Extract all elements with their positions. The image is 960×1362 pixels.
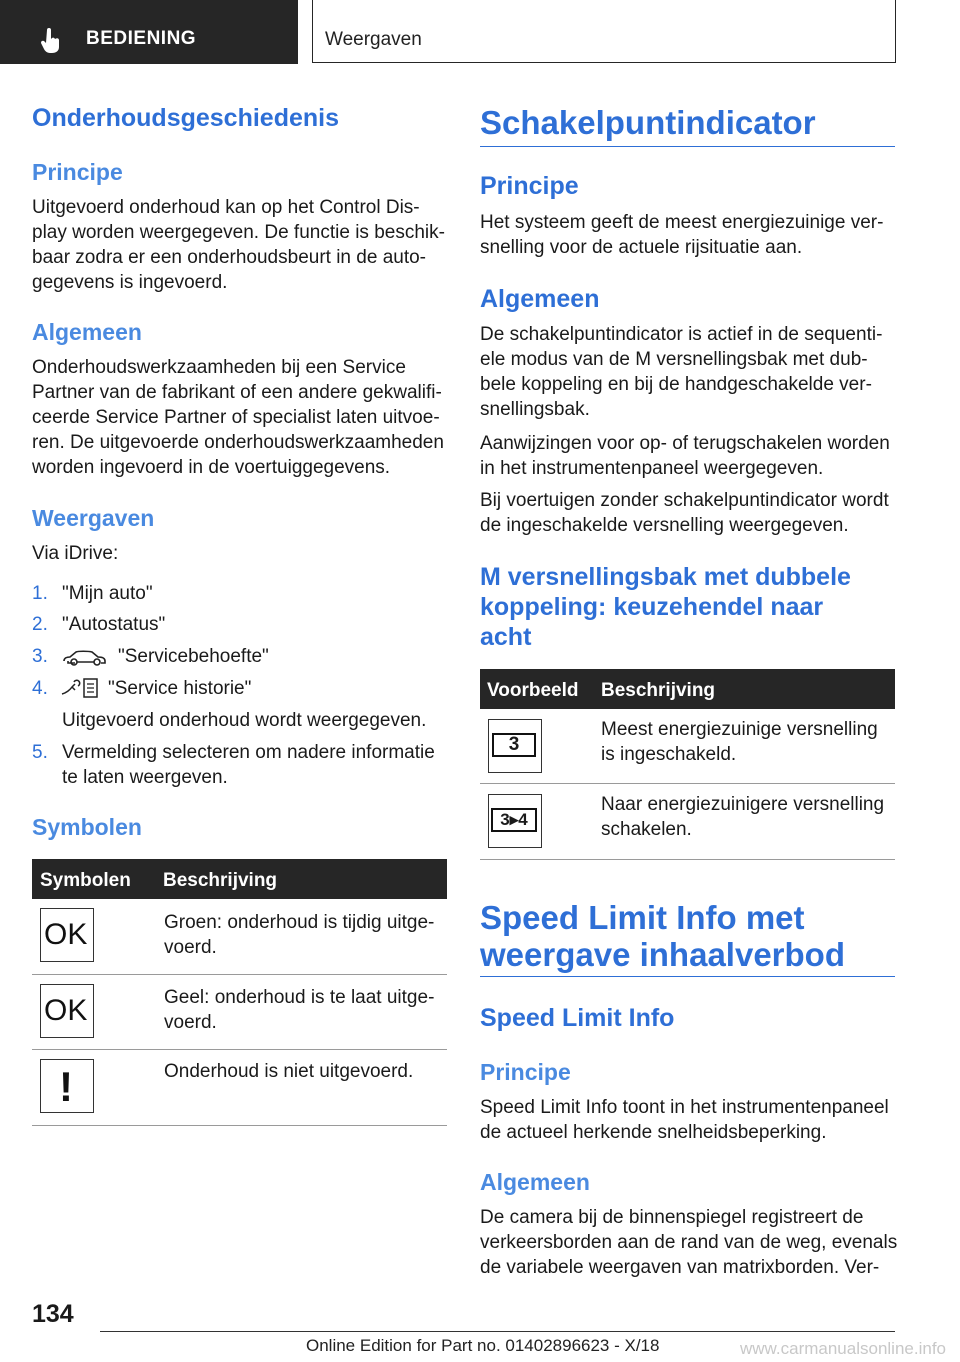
column-header: Symbolen [40, 870, 131, 891]
sli-principe-text [480, 1095, 900, 1145]
text-line: Groen: onderhoud is tijdig uitge- [164, 912, 435, 933]
text-line: Naar energiezuinigere versnelling [601, 794, 885, 815]
row-divider [480, 859, 895, 860]
step-number: 2. [32, 614, 48, 635]
section-tab [0, 0, 298, 64]
weergaven-heading: Weergaven [32, 505, 155, 531]
gear-3-symbol [488, 719, 542, 773]
page-number: 134 [32, 1300, 74, 1328]
column-header: Beschrijving [163, 870, 278, 891]
left-title: Onderhoudsgeschiedenis [32, 104, 340, 132]
sli-principe-heading: Principe [480, 1059, 571, 1085]
text-line: Bij voertuigen zonder schakelpuntindicator wordt [480, 490, 889, 511]
text-line: bele koppeling en bij de handgeschakelde ver- [480, 374, 872, 395]
ok-green-symbol [40, 908, 94, 962]
text-line: in het instrumentenpaneel weergegeven. [480, 458, 824, 479]
car-icon [62, 647, 108, 667]
text-line: Speed Limit Info toont in het instrumentenpaneel [480, 1097, 889, 1118]
exclamation-symbol [40, 1059, 94, 1113]
symbolen-heading: Symbolen [32, 814, 142, 840]
symbol-text: 3▸4 [491, 808, 537, 832]
row-description [601, 717, 878, 767]
text-line: schakelen. [601, 819, 692, 840]
text-line: de variabele weergaven van matrixborden. Ver- [480, 1257, 880, 1278]
step-number: 3. [32, 646, 48, 667]
footer-rule [100, 1331, 895, 1332]
symbol-text: 3 [492, 733, 536, 757]
upshift-symbol [488, 794, 542, 848]
gear-table-header [480, 669, 895, 709]
text-line: Uitgevoerd onderhoud kan op het Control Dis- [32, 197, 420, 218]
algemeen-text-2 [480, 431, 900, 481]
text-line: Onderhoudswerkzaamheden bij een Service [32, 357, 406, 378]
row-divider [480, 783, 895, 784]
text-line: gegevens is ingevoerd. [32, 272, 228, 293]
principe-text [32, 195, 452, 295]
step-number: 4. [32, 678, 48, 699]
column-header: Beschrijving [601, 680, 716, 701]
row-description [164, 1059, 413, 1084]
heading-line: weergave inhaalverbod [480, 936, 845, 973]
symbols-table-header [32, 859, 447, 899]
algemeen-heading: Algemeen [480, 285, 600, 313]
heading-line: acht [480, 623, 532, 651]
row-divider [32, 1125, 447, 1126]
text-line: Het systeem geeft de meest energiezuinige ver- [480, 212, 884, 233]
step-number: 5. [32, 742, 48, 763]
chapter-label: Weergaven [325, 29, 422, 50]
heading-line: Speed Limit Info met [480, 899, 805, 936]
chapter-tab [312, 0, 896, 63]
principe-text [480, 210, 900, 260]
text-line: de ingeschakelde versnelling weergegeven. [480, 515, 849, 536]
row-description [164, 985, 434, 1035]
algemeen-heading: Algemeen [32, 319, 142, 345]
principe-heading: Principe [480, 172, 579, 200]
sli-algemeen-text [480, 1205, 900, 1280]
step-text: "Servicebehoefte" [118, 646, 269, 667]
text-line: de actueel herkende snelheidsbeperking. [480, 1122, 827, 1143]
section-label: BEDIENING [86, 28, 197, 49]
step-text: "Service historie" [108, 678, 252, 699]
text-line: Partner van de fabrikant of een andere gekwalifi- [32, 382, 442, 403]
text-line: voerd. [164, 937, 217, 958]
step-text: Vermelding selecteren om nadere informatie [62, 742, 435, 763]
text-line: Onderhoud is niet uitgevoerd. [164, 1061, 414, 1082]
symbol-text: OK [44, 994, 88, 1027]
text-line: baar zodra er een onderhoudsbeurt in de auto- [32, 247, 426, 268]
text-line: ceerde Service Partner of specialist laten uitvoe- [32, 407, 440, 428]
text-line: ele modus van de M versnellingsbak met dub- [480, 349, 868, 370]
text-line: ren. De uitgevoerde onderhoudswerkzaamheden [32, 432, 444, 453]
text-line: Geel: onderhoud is te laat uitge- [164, 987, 435, 1008]
algemeen-text-3 [480, 488, 900, 538]
ok-yellow-symbol [40, 984, 94, 1038]
column-header: Voorbeeld [487, 680, 579, 701]
service-history-icon [60, 676, 100, 700]
text-line: snelling voor de actuele rijsituatie aan. [480, 237, 803, 258]
text-line: voerd. [164, 1012, 217, 1033]
sli-heading: Speed Limit Info [480, 1004, 675, 1032]
row-divider [32, 974, 447, 975]
step-5-cont: te laten weergeven. [62, 767, 228, 788]
step-number: 1. [32, 583, 48, 604]
m-gearbox-heading [480, 562, 851, 652]
principe-heading: Principe [32, 159, 123, 185]
symbol-text: OK [44, 918, 88, 951]
text-line: snellingsbak. [480, 399, 590, 420]
edition-text: Online Edition for Part no. 01402896623 - X/18 [306, 1336, 660, 1355]
step-text: "Autostatus" [62, 614, 166, 635]
page-header [0, 0, 960, 66]
symbol-text: ! [59, 1063, 73, 1110]
text-line: Meest energiezuinige versnelling [601, 719, 878, 740]
row-divider [32, 1049, 447, 1050]
text-line: verkeersborden aan de rand van de weg, evenals [480, 1232, 898, 1253]
row-description [164, 910, 434, 960]
text-line: is ingeschakeld. [601, 744, 737, 765]
watermark: www.carmanualsonline.info [740, 1339, 946, 1358]
step-text: "Mijn auto" [62, 583, 153, 604]
text-line: De schakelpuntindicator is actief in de sequenti- [480, 324, 883, 345]
hand-pointer-icon [40, 28, 62, 54]
row-description [601, 792, 884, 842]
algemeen-text-1 [480, 322, 900, 422]
text-line: play worden weergegeven. De functie is beschik- [32, 222, 445, 243]
text-line: Aanwijzingen voor op- of terugschakelen worden [480, 433, 890, 454]
text-line: De camera bij de binnenspiegel registreert de [480, 1207, 864, 1228]
via-text: Via iDrive: [32, 543, 119, 564]
heading-line: M versnellingsbak met dubbele [480, 563, 851, 591]
algemeen-text [32, 355, 452, 480]
text-line: worden ingevoerd in de voertuiggegevens. [32, 457, 391, 478]
right-title: Schakelpuntindicator [480, 104, 816, 141]
sli-algemeen-heading: Algemeen [480, 1169, 590, 1195]
heading-line: koppeling: keuzehendel naar [480, 593, 824, 621]
title-underline [480, 976, 895, 977]
speed-limit-title [480, 899, 845, 973]
title-underline [480, 146, 895, 147]
step-4-sub: Uitgevoerd onderhoud wordt weergegeven. [62, 710, 427, 731]
